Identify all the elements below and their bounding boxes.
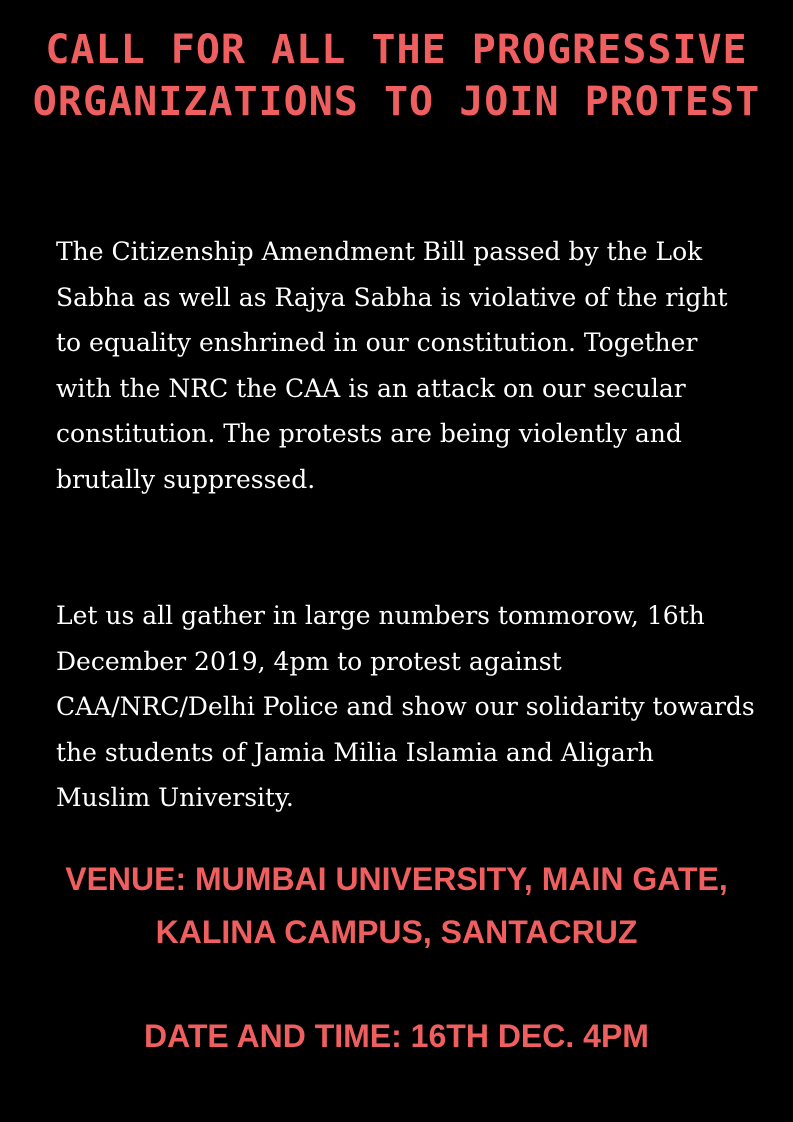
- body-paragraph-cab: The Citizenship Amendment Bill passed by the Lok Sabha as well as Rajya Sabha is violative of the right to equality enshrined in our constitution. Together with the NRC the CAA is an attack on our secular constitution. The protests are being violently and brutally suppressed.: [56, 237, 728, 494]
- date-time-callout: DATE AND TIME: 16TH DEC. 4PM: [144, 1018, 649, 1054]
- poster-headline: CALL FOR ALL THE PROGRESSIVE ORGANIZATIONS TO JOIN PROTEST: [32, 27, 761, 125]
- body-paragraph-gathering: Let us all gather in large numbers tommorow, 16th December 2019, 4pm to protest against CAA/NRC/Delhi Police and show our solidarity towards the students of Jamia Milia Islamia and Aligarh Muslim University.: [56, 601, 755, 812]
- venue-callout: VENUE: MUMBAI UNIVERSITY, MAIN GATE, KALINA CAMPUS, SANTACRUZ: [65, 861, 728, 950]
